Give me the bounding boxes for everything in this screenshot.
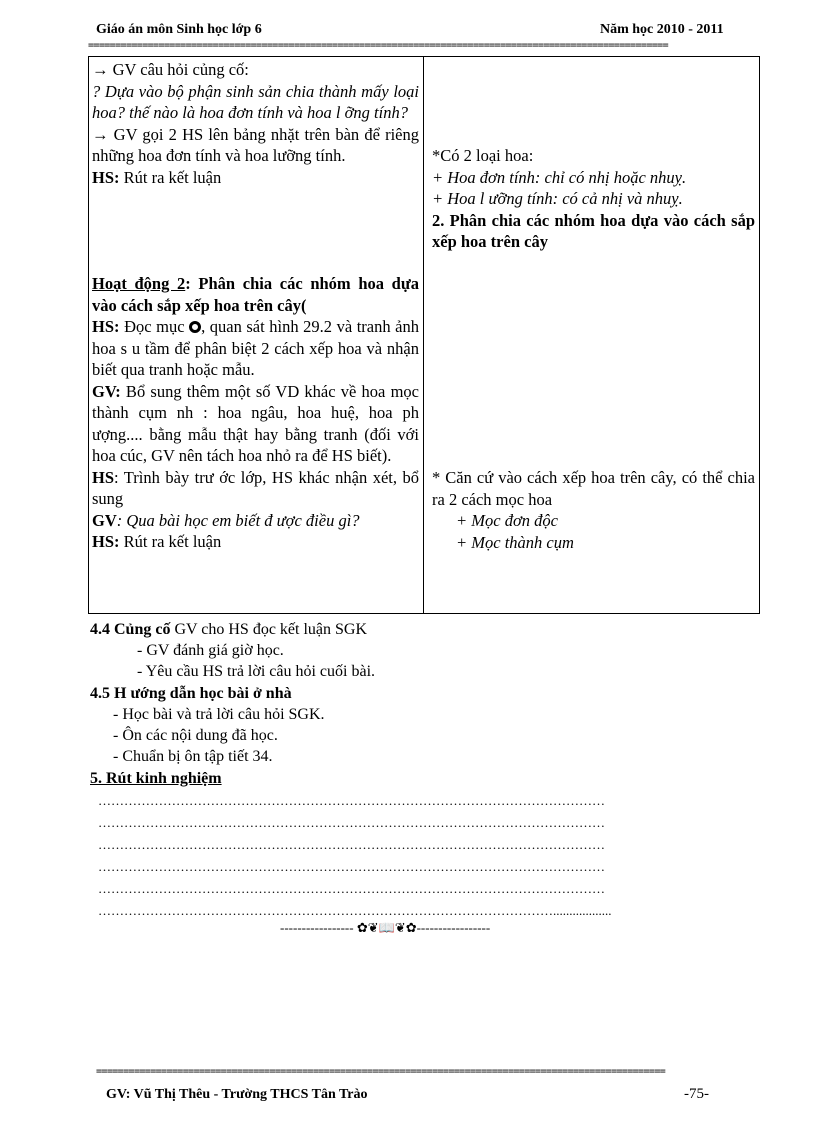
hs-present: HS: Trình bày trư ớc lớp, HS khác nhận xét, bổ sung — [92, 467, 419, 508]
table-right-column-top — [432, 145, 755, 253]
gv-activity: → GV gọi 2 HS lên bảng nhặt trên bàn để riêng những hoa đơn tính và hoa lưỡng tính. — [92, 124, 419, 165]
circle-icon — [189, 321, 201, 333]
flower-types-heading: *Có 2 loại hoa: — [432, 146, 534, 165]
section-4-4-item-1: - GV đánh giá giờ học. — [137, 642, 284, 659]
arrangement-intro: * Căn cứ vào cách xếp hoa trên cây, có thể chia ra 2 cách mọc hoa — [432, 468, 755, 509]
activity-2-block — [92, 273, 419, 553]
section-4-4-item-2: - Yêu cầu HS trả lời câu hỏi cuối bài. — [137, 663, 376, 680]
table-divider — [423, 57, 424, 613]
section-4-4: 4.4 Củng cố GV cho HS đọc kết luận SGK — [90, 621, 368, 638]
bisexual-flower: + Hoa l ưỡng tính: có cả nhị và nhuỵ. — [432, 189, 683, 208]
header-right: Năm học 2010 - 2011 — [600, 22, 724, 37]
lesson-table — [88, 56, 760, 614]
cluster-flower: + Mọc thành cụm — [456, 532, 574, 552]
activity-2-title: Hoạt động 2: Phân chia các nhóm hoa dựa vào cách sắp xếp hoa trên cây( — [92, 274, 419, 315]
unisexual-flower: + Hoa đơn tính: chỉ có nhị hoặc nhuỵ. — [432, 167, 687, 187]
review-question: ? Dựa vào bộ phận sinh sản chia thành mấy loại hoa? thế nào là hoa đơn tính và hoa l ỡng tính? — [92, 81, 419, 122]
dotted-line: ……………………………………………………………………………………………………… — [98, 837, 605, 852]
table-left-column — [92, 59, 419, 188]
ornament-divider: ----------------- ✿❦📖❦✿----------------- — [280, 920, 491, 935]
section-5-title: 5. Rút kinh nghiệm — [90, 770, 222, 787]
hs-conclusion: HS: Rút ra kết luận — [92, 167, 222, 187]
solitary-flower: + Mọc đơn độc — [456, 511, 558, 530]
section-2-heading: 2. Phân chia các nhóm hoa dựa vào cách sắp xếp hoa trên cây — [432, 210, 755, 251]
gv-supplement: GV: Bổ sung thêm một số VD khác về hoa mọc thành cụm nh : hoa ngâu, hoa huệ, hoa ph ượng.... bằng mẫu thật hay bằng tranh (đối với hoa cúc, GV nên tách hoa nhỏ ra để HS biết). — [92, 381, 419, 465]
dotted-line: ……………………………………………………………………………………………………… — [98, 815, 605, 830]
section-4-5-item-2: - Ôn các nội dung đã học. — [113, 727, 278, 744]
hs-final-conclusion: HS: Rút ra kết luận — [92, 532, 222, 551]
section-4-5-item-1: - Học bài và trả lời câu hỏi SGK. — [113, 706, 325, 723]
hs-read-section: HS: Đọc mục , quan sát hình 29.2 và tranh ảnh hoa s u tầm để phân biệt 2 cách xếp hoa và nhận biết qua tranh hoặc mẫu. — [92, 317, 419, 379]
table-right-column-bottom — [432, 467, 755, 553]
dotted-line: ……………………………………………………………………………………………………… — [98, 793, 605, 808]
header-rule: =========================================================================================================== — [88, 40, 668, 51]
gv-question-intro: → GV câu hỏi củng cố: — [92, 60, 249, 79]
section-4-5-item-3: - Chuẩn bị ôn tập tiết 34. — [113, 748, 273, 765]
dotted-line: ……………………………………………………………………………………………………… — [98, 881, 605, 896]
page-number: -75- — [684, 1086, 709, 1102]
dotted-line: ……………………………………………………………………………………………………… — [98, 859, 605, 874]
footer-left: GV: Vũ Thị Thêu - Trường THCS Tân Trào — [106, 1087, 368, 1102]
dotted-line: …………………………………………………………………………………………….................. — [98, 903, 612, 918]
section-4-5-title: 4.5 H ướng dẫn học bài ở nhà — [90, 685, 292, 702]
header-left: Giáo án môn Sinh học lớp 6 — [96, 22, 262, 37]
footer-rule: ========================================================================================================= — [96, 1066, 666, 1077]
gv-question: GV: Qua bài học em biết đ ược điều gì? — [92, 510, 360, 530]
